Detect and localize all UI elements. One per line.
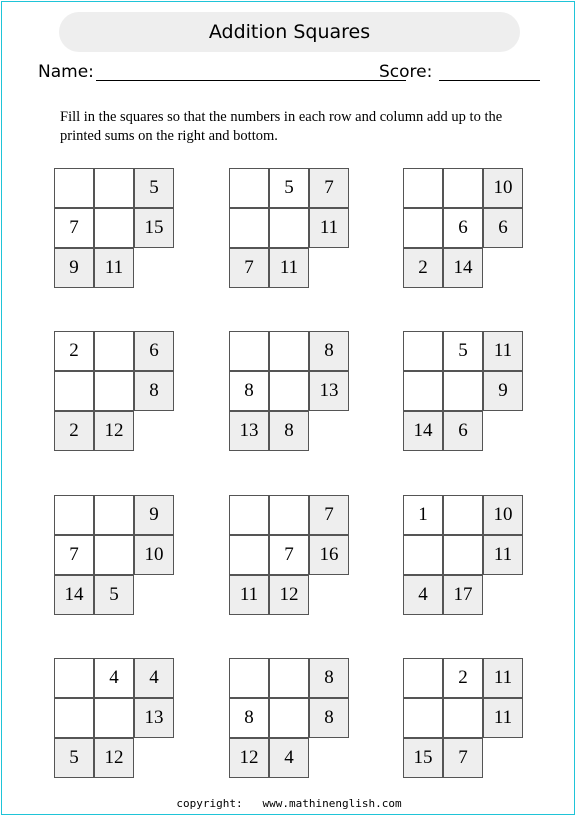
addition-square-4 xyxy=(54,331,176,453)
input-cell[interactable] xyxy=(403,371,443,411)
column-sum-cell: 14 xyxy=(403,411,443,451)
column-sum-cell: 14 xyxy=(54,575,94,615)
input-cell[interactable] xyxy=(269,495,309,535)
row-sum-cell: 8 xyxy=(309,658,349,698)
row-sum-cell: 16 xyxy=(309,535,349,575)
row-sum-cell: 4 xyxy=(134,658,174,698)
input-cell: 4 xyxy=(94,658,134,698)
input-cell[interactable] xyxy=(403,535,443,575)
column-sum-cell: 17 xyxy=(443,575,483,615)
input-cell[interactable] xyxy=(443,495,483,535)
addition-square-12 xyxy=(403,658,525,780)
copyright-site: www.mathinenglish.com xyxy=(262,797,402,810)
input-cell[interactable] xyxy=(94,698,134,738)
row-sum-cell: 8 xyxy=(309,698,349,738)
addition-square-10 xyxy=(54,658,176,780)
input-cell: 6 xyxy=(443,208,483,248)
row-sum-cell: 11 xyxy=(483,331,523,371)
input-cell[interactable] xyxy=(229,331,269,371)
input-cell[interactable] xyxy=(54,371,94,411)
input-cell[interactable] xyxy=(94,495,134,535)
column-sum-cell: 5 xyxy=(54,738,94,778)
column-sum-cell: 12 xyxy=(229,738,269,778)
input-cell[interactable] xyxy=(54,658,94,698)
name-field-line[interactable] xyxy=(96,80,406,81)
copyright-line xyxy=(0,797,578,810)
addition-square-2 xyxy=(229,168,351,290)
input-cell: 8 xyxy=(229,371,269,411)
input-cell[interactable] xyxy=(54,168,94,208)
name-label: Name: xyxy=(38,62,94,82)
input-cell[interactable] xyxy=(94,168,134,208)
column-sum-cell: 4 xyxy=(269,738,309,778)
row-sum-cell: 8 xyxy=(309,331,349,371)
addition-square-7 xyxy=(54,495,176,617)
column-sum-cell: 4 xyxy=(403,575,443,615)
addition-square-1 xyxy=(54,168,176,290)
row-sum-cell: 7 xyxy=(309,495,349,535)
column-sum-cell: 12 xyxy=(269,575,309,615)
column-sum-cell: 15 xyxy=(403,738,443,778)
input-cell[interactable] xyxy=(403,698,443,738)
addition-square-3 xyxy=(403,168,525,290)
column-sum-cell: 8 xyxy=(269,411,309,451)
row-sum-cell: 6 xyxy=(483,208,523,248)
input-cell[interactable] xyxy=(443,698,483,738)
column-sum-cell: 11 xyxy=(229,575,269,615)
score-field-line[interactable] xyxy=(439,80,540,81)
column-sum-cell: 7 xyxy=(229,248,269,288)
addition-square-5 xyxy=(229,331,351,453)
input-cell[interactable] xyxy=(54,698,94,738)
input-cell[interactable] xyxy=(229,658,269,698)
input-cell: 7 xyxy=(54,535,94,575)
row-sum-cell: 8 xyxy=(134,371,174,411)
row-sum-cell: 9 xyxy=(483,371,523,411)
input-cell: 8 xyxy=(229,698,269,738)
row-sum-cell: 11 xyxy=(483,658,523,698)
row-sum-cell: 9 xyxy=(134,495,174,535)
input-cell: 2 xyxy=(54,331,94,371)
column-sum-cell: 5 xyxy=(94,575,134,615)
input-cell: 7 xyxy=(269,535,309,575)
input-cell: 5 xyxy=(269,168,309,208)
input-cell: 2 xyxy=(443,658,483,698)
column-sum-cell: 2 xyxy=(403,248,443,288)
worksheet-title xyxy=(59,12,520,52)
input-cell[interactable] xyxy=(443,535,483,575)
row-sum-cell: 7 xyxy=(309,168,349,208)
addition-square-6 xyxy=(403,331,525,453)
row-sum-cell: 10 xyxy=(483,495,523,535)
row-sum-cell: 13 xyxy=(309,371,349,411)
input-cell[interactable] xyxy=(403,331,443,371)
instructions: Fill in the squares so that the numbers in each row and column add up to the printed sums on the right and bottom. xyxy=(60,109,503,144)
column-sum-cell: 7 xyxy=(443,738,483,778)
input-cell[interactable] xyxy=(229,208,269,248)
input-cell[interactable] xyxy=(269,331,309,371)
column-sum-cell: 11 xyxy=(269,248,309,288)
column-sum-cell: 12 xyxy=(94,738,134,778)
column-sum-cell: 2 xyxy=(54,411,94,451)
input-cell[interactable] xyxy=(229,168,269,208)
addition-square-9 xyxy=(403,495,525,617)
input-cell[interactable] xyxy=(94,331,134,371)
column-sum-cell: 12 xyxy=(94,411,134,451)
input-cell[interactable] xyxy=(443,168,483,208)
row-sum-cell: 13 xyxy=(134,698,174,738)
title-text: Addition Squares xyxy=(208,21,371,43)
addition-square-11 xyxy=(229,658,351,780)
column-sum-cell: 9 xyxy=(54,248,94,288)
input-cell[interactable] xyxy=(229,495,269,535)
input-cell[interactable] xyxy=(94,535,134,575)
input-cell[interactable] xyxy=(94,208,134,248)
score-label: Score: xyxy=(379,62,433,82)
row-sum-cell: 6 xyxy=(134,331,174,371)
row-sum-cell: 11 xyxy=(483,698,523,738)
input-cell[interactable] xyxy=(94,371,134,411)
column-sum-cell: 14 xyxy=(443,248,483,288)
name-score-row xyxy=(38,62,548,86)
input-cell[interactable] xyxy=(269,208,309,248)
addition-square-8 xyxy=(229,495,351,617)
row-sum-cell: 10 xyxy=(134,535,174,575)
row-sum-cell: 11 xyxy=(309,208,349,248)
input-cell[interactable] xyxy=(54,495,94,535)
input-cell: 5 xyxy=(443,331,483,371)
input-cell[interactable] xyxy=(269,658,309,698)
column-sum-cell: 11 xyxy=(94,248,134,288)
input-cell: 1 xyxy=(403,495,443,535)
input-cell[interactable] xyxy=(269,698,309,738)
copyright-label: copyright: xyxy=(176,797,243,810)
input-cell[interactable] xyxy=(269,371,309,411)
row-sum-cell: 10 xyxy=(483,168,523,208)
row-sum-cell: 5 xyxy=(134,168,174,208)
input-cell[interactable] xyxy=(443,371,483,411)
row-sum-cell: 11 xyxy=(483,535,523,575)
input-cell[interactable] xyxy=(403,658,443,698)
input-cell[interactable] xyxy=(403,208,443,248)
input-cell[interactable] xyxy=(229,535,269,575)
row-sum-cell: 15 xyxy=(134,208,174,248)
input-cell[interactable] xyxy=(403,168,443,208)
column-sum-cell: 13 xyxy=(229,411,269,451)
input-cell: 7 xyxy=(54,208,94,248)
column-sum-cell: 6 xyxy=(443,411,483,451)
